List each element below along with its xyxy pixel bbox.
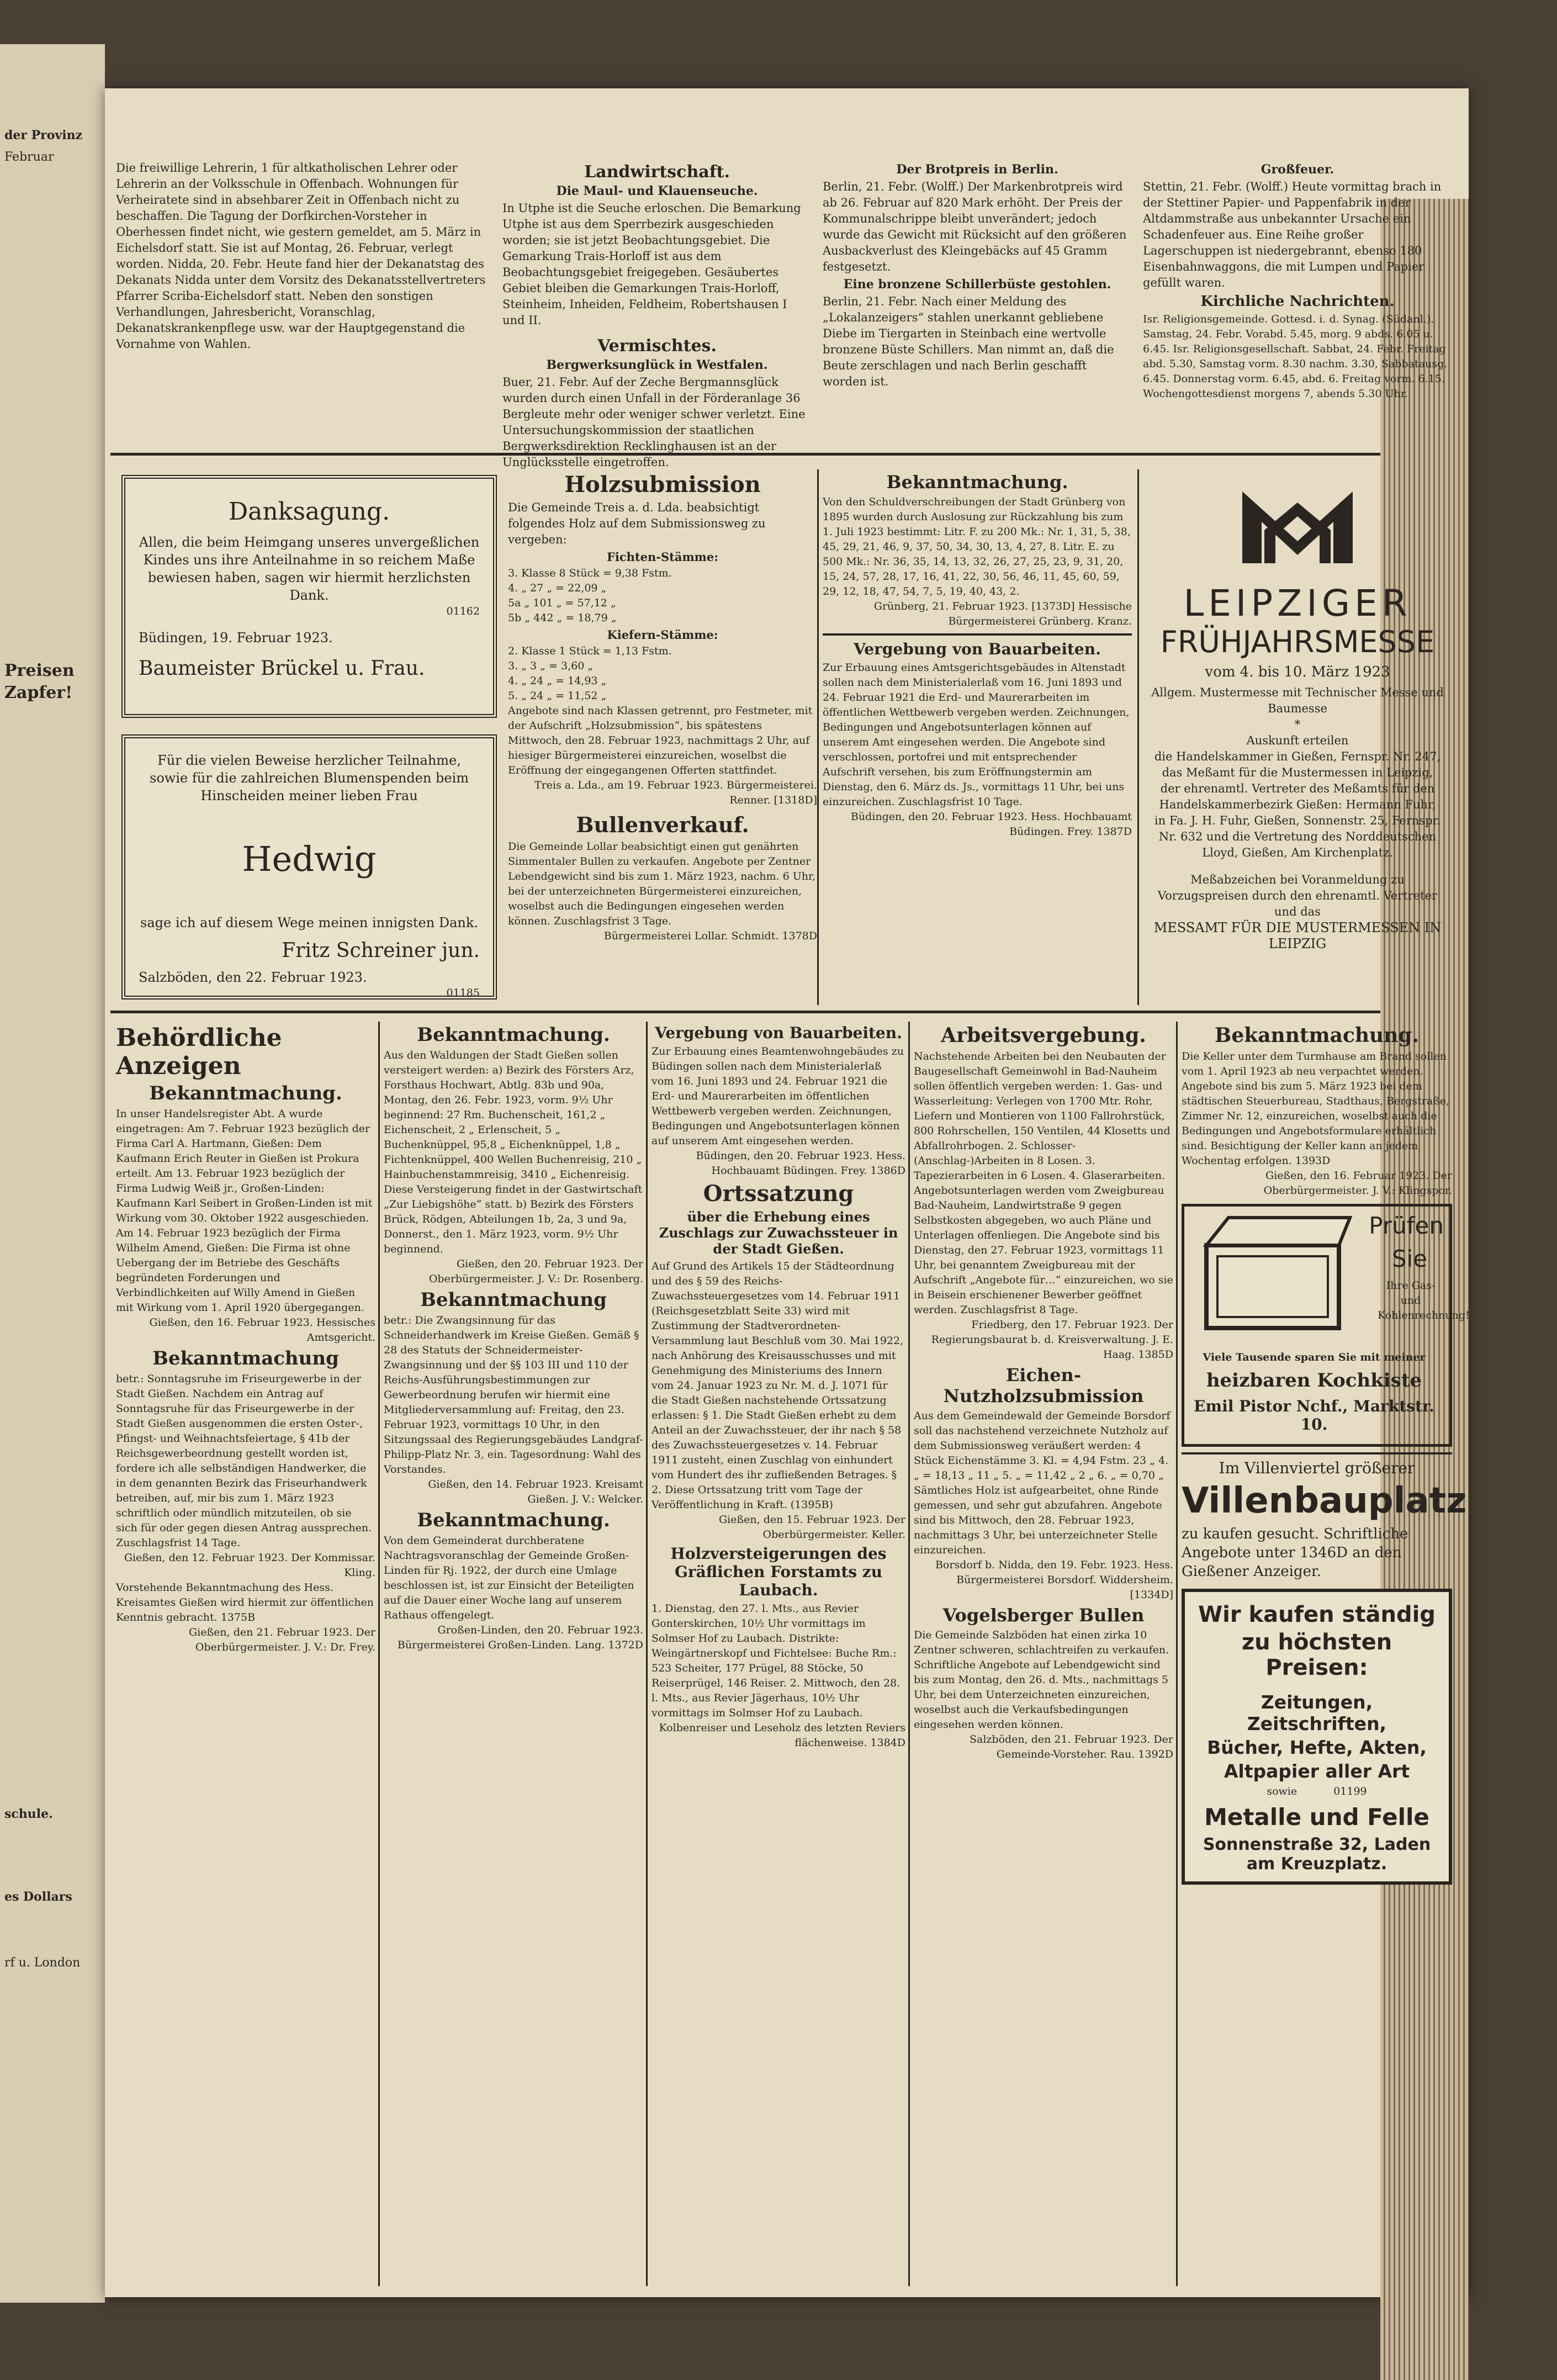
ad-body: Viele Tausende sparen Sie mit meiner — [1203, 1351, 1426, 1363]
ad-name: Hedwig — [242, 839, 377, 879]
ad-body: Ihre Gas- und Kohlenrechnung! — [1378, 1279, 1470, 1321]
notice-body: Von den Schuldverschreibungen der Stadt Grünberg von 1895 wurden durch Auslosung zur Rückzahlung bis zum 1. Juli 1923 bestimmt: Litr. F. zu 200 Mk.: Nr. 1, 31, 5, 38, 45, 29, 21, 46, 9, 37, 50, 34, 30, 13, 4, 27, 8. Litr. E. zu 500 Mk.: Nr. 36, 35, 14, 13, 32, 26, 27, 25, 23, 9, 31, 20, 15, 24, 57, 28, 17, 16, 41, 22, 30, 56, 46, 11, 45, 60, 59, 29, 12, 18, 47, 54, 7, 5, 19, 40, 43, 2. — [823, 496, 1131, 597]
notice-signature: Büdingen, den 20. Februar 1923. Hess. Hochbauamt Büdingen. Frey. 1387D — [850, 811, 1132, 838]
ad-signature: Baumeister Brückel u. Frau. — [139, 657, 425, 680]
article-title: Großfeuer. — [1261, 162, 1334, 177]
hedwig-ad — [121, 734, 497, 999]
prev-line: schule. — [4, 1807, 53, 1821]
danksagung-ad — [121, 475, 497, 718]
prev-line: Zapfer! — [4, 683, 73, 702]
notice-title: Bekanntmachung — [152, 1347, 339, 1369]
notice-signature: Großen-Linden, den 20. Februar 1923. Bürgermeisterei Großen-Linden. Lang. 1372D — [397, 1624, 643, 1651]
notice-signature: Treis a. Lda., am 19. Februar 1923. Bürgermeisterei. Renner. [1318D] — [534, 779, 817, 806]
prev-line: Preisen — [4, 661, 75, 680]
notice-signature: Gießen, den 21. Februar 1923. Der Oberbürgermeister. J. V.: Dr. Frey. — [188, 1626, 375, 1653]
ad-line: Bücher, Hefte, Akten, — [1207, 1737, 1427, 1758]
notice-subtitle: über die Erhebung eines Zuschlags zur Zuwachssteuer in der Stadt Gießen. — [659, 1209, 898, 1257]
prev-line: es Dollars — [4, 1890, 72, 1904]
article-subtitle: Eine bronzene Schillerbüste gestohlen. — [843, 277, 1111, 292]
ad-headline: Sie — [1391, 1245, 1427, 1272]
ad-star: * — [1294, 718, 1301, 731]
prev-line: der Provinz — [4, 128, 83, 142]
notice-body: Angebote sind nach Klassen getrennt, pro Festmeter, mit der Aufschrift „Holzsubmission“, bis spätestens Mittwoch, den 28. Februar 1923, nachmittags 2 Uhr, auf hiesiger Bürgermeisterei einzureichen, woselbst die Eröffnung der eingegangenen Offerten stattfindet. — [508, 705, 813, 776]
article-subtitle: Die Maul- und Klauenseuche. — [556, 184, 758, 198]
notice-signature: Gießen, den 16. Februar 1923. Hessisches Amtsgericht. — [149, 1316, 375, 1344]
article-title: Der Brotpreis in Berlin. — [896, 162, 1058, 177]
ad-title: LEIPZIGER — [1183, 582, 1412, 625]
ad-headline: Wir kaufen ständig — [1198, 1602, 1436, 1627]
notice-subtitle: Fichten-Stämme: — [606, 550, 718, 564]
notice-signature: Gießen, den 14. Februar 1923. Kreisamt Gießen. J. V.: Welcker. — [428, 1478, 643, 1505]
notice-body: Die Keller unter dem Turmhause am Brand sollen vom 1. April 1923 ab neu verpachtet werden. Angebote sind bis zum 5. März 1923 bei dem städtischen Steuerbureau, Stadthaus, Bergstraße, Zimmer Nr. 12, einzureichen, woselbst auch die Bedingungen und Angebotsformulare erhältlich sind. Besichtigung der Keller kann an jedem Wochentag erfolgen. 1393D — [1182, 1050, 1450, 1167]
notice-signature: Gießen, den 20. Februar 1923. Der Oberbürgermeister. J. V.: Dr. Rosenberg. — [428, 1258, 643, 1285]
notice-title: Holzsubmission — [564, 472, 761, 498]
prev-line: Februar — [4, 150, 54, 164]
ad-code: 01162 — [446, 605, 480, 617]
ad-body: zu kaufen gesucht. Schriftliche Angebote unter 1346D an den Gießener Anzeiger. — [1182, 1526, 1408, 1580]
notice-body: betr.: Die Zwangsinnung für das Schneiderhandwerk im Kreise Gießen. Gemäß § 28 des Statuts der Schneidermeister-Zwangsinnung und der §§ 103 III und 110 der Reichs-Ausführungsbestimmungen zur Gewerbeordnung berufen wir hiermit eine Mitgliederversammlung auf: Freitag, den 23. Februar 1923, vormittags 10 Uhr, in den Sitzungssaal des Regierungsgebäudes Landgraf-Philipp-Platz Nr. 3, ein. Tagesordnung: Wahl des Vorstandes. — [384, 1314, 643, 1475]
notice-title: Eichen-Nutzholzsubmission — [943, 1364, 1144, 1406]
notice-signature: Büdingen, den 20. Februar 1923. Hess. Hochbauamt Büdingen. Frey. 1386D — [696, 1150, 905, 1177]
notice-body: betr.: Sonntagsruhe im Friseurgewerbe in der Stadt Gießen. Nachdem ein Antrag auf Sonntagsruhe für das Friseurgewerbe in der Stadt Gießen ausgenommen die ersten Oster-, Pfingst- und Weihnachtsfeiertage, § 41b der Reichsgewerbeordnung gestellt worden ist, fordere ich alle selbständigen Handwerker, die in dem genannten Bezirk das Friseurhandwerk betreiben, auf, mir bis zum 1. März 1923 schriftlich oder mündlich mitzuteilen, ob sie sich für oder gegen diesen Antrag aussprechen. Zuschlagsfrist 14 Tage. — [116, 1373, 372, 1549]
table-row: 5. „ 24 „ = 11,52 „ — [508, 690, 607, 702]
ad-body: Für die vielen Beweise herzlicher Teilnahme, sowie für die zahlreichen Blumenspenden beim Hinscheiden meiner lieben Frau — [150, 753, 469, 803]
notice-signature: Gießen, den 15. Februar 1923. Der Oberbürgermeister. Keller. — [718, 1514, 905, 1541]
leipzig-messe-ad — [1143, 469, 1452, 1005]
table-row: 2. Klasse 1 Stück = 1,13 Fstm. — [508, 645, 672, 657]
landwirtschaft-article — [502, 160, 812, 469]
notice-title: Arbeitsvergebung. — [941, 1024, 1146, 1047]
ad-place: Salzböden, den 22. Februar 1923. — [139, 970, 367, 985]
article-body: In Utphe ist die Seuche erloschen. Die Bemarkung Utphe ist aus dem Sperrbezirk ausgeschieden worden; sie ist jetzt Beobachtungsgebiet. Die Gemarkung Trais-Horloff ist aus dem Beobachtungsgebiet freigegeben. Gesäubertes Gebiet bleiben die Gemarkungen Trais-Horloff, Steinheim, Inheiden, Feldheim, Robertshausen I und II. — [502, 202, 801, 327]
notice-body: Vorstehende Bekanntmachung des Hess. Kreisamtes Gießen wird hiermit zur öffentlichen Kenntnis gebracht. 1375B — [116, 1582, 374, 1623]
ad-line: Altpapier aller Art — [1224, 1760, 1410, 1782]
ad-headline: Metalle und Felle — [1204, 1803, 1429, 1831]
ad-signature: Fritz Schreiner jun. — [282, 939, 480, 962]
notice-subtitle: Kiefern-Stämme: — [607, 628, 718, 642]
kaufen-ad — [1182, 1589, 1452, 1885]
notice-title: Vergebung von Bauarbeiten. — [655, 1024, 902, 1042]
notice-body: Die Gemeinde Salzböden hat einen zirka 10 Zentner schweren, schlachtreifen zu verkaufen. Schriftliche Angebote auf Lebendgewicht sind bis zum Montag, den 26. d. Mts., nachmittags 5 Uhr, bei dem Unterzeichneten einzureichen, woselbst auch die Verkaufsbedingungen eingesehen werden können. — [914, 1629, 1169, 1731]
table-row: 3. „ 3 „ = 3,60 „ — [508, 660, 594, 672]
notice-title: Vergebung von Bauarbeiten. — [854, 640, 1101, 658]
notice-title: Bekanntmachung — [420, 1289, 607, 1311]
ad-headline: zu höchsten Preisen: — [1241, 1630, 1392, 1680]
villen-ad — [1182, 1452, 1467, 1581]
notice-body: Von dem Gemeinderat durchberatene Nachtragsvoranschlag der Gemeinde Großen-Linden für Rj. 1922, der durch eine Umlage beschlossen ist, ist zur Einsicht der Beteiligten auf die Dauer einer Woche lang auf unserem Rathaus offengelegt. — [384, 1535, 634, 1621]
rule — [1176, 1022, 1178, 2286]
article-body: Buer, 21. Febr. Auf der Zeche Bergmannsglück wurden durch einen Unfall in der Förderanlage 36 Bergleute mehr oder weniger schwer verletzt. Eine Untersuchungskommission der staatlichen Bergwerksdirektion Recklinghausen ist an der Unglücksstelle eingetroffen. — [502, 375, 806, 469]
rule — [908, 1022, 910, 2286]
ad-code: 01199 — [1333, 1785, 1367, 1797]
notice-title: Bekanntmachung. — [417, 1024, 610, 1046]
ad-code: 01185 — [446, 987, 480, 999]
table-row: 4. „ 24 „ = 14,93 „ — [508, 675, 607, 687]
pistor-ad — [1182, 1204, 1470, 1447]
table-row: 3. Klasse 8 Stück = 9,38 Fstm. — [508, 567, 672, 579]
notice-title: Ortssatzung — [703, 1181, 854, 1207]
ad-subtitle: Allgem. Mustermesse mit Technischer Messe und Baumesse — [1151, 686, 1444, 715]
behoerdliche-column — [116, 1022, 375, 2286]
article-body: Berlin, 21. Febr. (Wolff.) Der Markenbrotpreis wird ab 26. Februar auf 820 Mark erhöht. Der Preis der Kommunalschrippe bleibt unverändert; jedoch wurde das Gewicht mit Rücksicht auf den größeren Ausbackverlust des Kleingebäcks auf 45 Gramm festgesetzt. — [823, 180, 1127, 273]
notice-signature: Gießen, den 16. Februar 1923. Der Oberbürgermeister. J. V.: Klingspor. — [1263, 1170, 1452, 1197]
ad-place: Büdingen, 19. Februar 1923. — [139, 630, 333, 646]
kochkiste-icon — [1190, 1212, 1355, 1334]
ad-dates: vom 4. bis 10. März 1923 — [1205, 664, 1390, 680]
section-title: Vermischtes. — [597, 336, 717, 356]
messe-mm-logo — [1231, 480, 1364, 574]
notice-body: Zur Erbauung eines Amtsgerichtsgebäudes in Altenstadt sollen nach dem Ministerialerlaß vom 16. Juni 1893 und 24. Februar 1921 die Erd- und Maurerarbeiten im öffentlichen Wettbewerb vergeben werden. Zeichnungen, Bedingungen und Angebotsunterlagen können auf unserem Amt eingesehen werden. Die Angebote sind verschlossen, portofrei und mit entsprechender Aufschrift versehen, bis zum Eröffnungstermin am Dienstag, den 6. März ds. Js., vormittags 11 Uhr, bei uns einzureichen. Zuschlagsfrist 10 Tage. — [823, 662, 1130, 808]
local-news — [116, 160, 491, 447]
notice-body: Zur Erbauung eines Beamtenwohngebäudes zu Büdingen sollen nach dem Ministerialerlaß vom 16. Juni 1893 und 24. Februar 1921 die Erd- und Maurerarbeiten im öffentlichen Wettbewerb vergeben werden. Zeichnungen, Bedingungen und Angebotsunterlagen können auf unserem Amt eingesehen werden. — [652, 1045, 904, 1147]
ad-sowie: sowie — [1267, 1785, 1298, 1797]
notice-body: Auf Grund des Artikels 15 der Städteordnung und des § 59 des Reichs-Zuwachssteuergesetzes vom 14. Februar 1911 (Reichsgesetzblatt Seite 33) wird mit Zustimmung der Stadtverordneten-Versammlung laut Beschluß vom 30. Mai 1922, nach Anhörung des Kreisausschusses und mit Genehmigung des Ministeriums des Innern vom 24. Januar 1923 zu Nr. M. d. J. 1071 für die Stadt Gießen nachstehende Ortssatzung erlassen: § 1. Die Stadt Gießen erhebt zu dem Anteil an der Zuwachssteuer, der ihr nach § 58 des Zuwachssteuergesetzes v. 14. Februar 1911 zusteht, einen Zuschlag von einhundert vom Hundert des ihr zufließenden Betrages. § 2. Diese Ortssatzung tritt vom Tage der Veröffentlichung in Kraft. (1395B) — [652, 1260, 904, 1511]
ad-body: Allen, die beim Heimgang unseres unvergeßlichen Kindes uns ihre Anteilnahme in so reichem Maße bewiesen haben, sagen wir hiermit herzlichsten Dank. — [139, 535, 480, 603]
notice-title: Bekanntmachung. — [1214, 1024, 1420, 1047]
ad-headline: Prüfen — [1369, 1212, 1444, 1239]
notice-title: Bullenverkauf. — [576, 812, 749, 837]
ad-line — [1193, 1784, 1441, 1799]
news-text: Die freiwillige Lehrerin, 1 für altkatholischen Lehrer oder Lehrerin an der Volksschule in Offenbach. Wohnungen für Verheiratete sind in absehbarer Zeit in Offenbach nicht zu beschaffen. Die Tagung der Dorfkirchen-Vorsteher in Oberhessen findet nicht, wie gestern gemeldet, am 5. März in Eichelsdorf statt. Sie ist auf Montag, 26. Februar, verlegt worden. Nidda, 20. Febr. Heute fand hier der Dekanatstag des Dekanats Nidda unter dem Vorsitz des Dekanatsstellvertreters Pfarrer Scriba-Eichelsdorf statt. Neben den sonstigen Verhandlungen, Jahresbericht, Voranschlag, Dekanatskrankenpflege usw. war der Hauptgegenstand die Vornahme von Wahlen. — [116, 161, 486, 351]
notice-signature: Salzböden, den 21. Februar 1923. Der Gemeinde-Vorsteher. Rau. 1392D — [969, 1733, 1173, 1760]
ad-address: am Kreuzplatz. — [1246, 1854, 1387, 1874]
brotpreis-article — [823, 160, 1132, 447]
rule — [817, 469, 819, 1005]
notice-title: Bekanntmachung. — [886, 472, 1068, 493]
article-subtitle: Kirchliche Nachrichten. — [1200, 293, 1395, 310]
rule — [646, 1022, 648, 2286]
grunberg-notice — [823, 469, 1132, 1005]
ad-footer: MESSAMT FÜR DIE MUSTERMESSEN IN LEIPZIG — [1153, 920, 1442, 951]
ad-headline: Villenbauplatz — [1182, 1480, 1467, 1521]
rule — [110, 1011, 1380, 1013]
article-subtitle: Bergwerksunglück in Westfalen. — [546, 358, 768, 372]
ad-body: Meßabzeichen bei Voranmeldung zu Vorzugspreisen durch den ehrenamtl. Vertreter und das — [1157, 873, 1438, 918]
notice-signature: Kolbenreiser und Leseholz des letzten Reviers flächenweise. 1384D — [659, 1722, 905, 1749]
notice-title: Holzversteigerungen des Gräflichen Forstamts zu Laubach. — [670, 1545, 887, 1599]
grossfeuer-article — [1143, 160, 1452, 447]
notice-signature: Friedberg, den 17. Februar 1923. Der Regierungsbaurat b. d. Kreisverwaltung. J. E. Haag. 1385D — [931, 1319, 1173, 1361]
notice-body: 1. Dienstag, den 27. l. Mts., aus Revier Gonterskirchen, 10½ Uhr vormittags im Solmser Hof zu Laubach. Distrikte: Weingärtnerskopf und Fichtelsee: Buche Rm.: 523 Scheiter, 177 Prügel, 88 Stöcke, 50 Reiserprügel, 146 Reiser. 2. Mittwoch, den 28. l. Mts., aus Revier Jägerhaus, 10½ Uhr vormittags im Solmser Hof zu Laubach. — [652, 1602, 901, 1719]
notice-body: Nachstehende Arbeiten bei den Neubauten der Baugesellschaft Gemeinwohl in Bad-Nauheim sollen öffentlich vergeben werden: 1. Gas- und Wasserleitung: Verlegen von 1700 Mtr. Rohr, Liefern und Montieren von 1100 Fallrohrstück, 800 Rohrschellen, 150 Ventilen, 44 Klosetts und Abfallrohrbogen. 2. Schlosser-(Anschlag-)Arbeiten in 8 Losen. 3. Tapezierarbeiten in 6 Losen. 4. Glaserarbeiten. Angebotsunterlagen werden vom Zweigbureau Bad-Nauheim, Landwirtstraße 9 gegen Selbstkosten abgegeben, wo auch Pläne und Unterlagen offenliegen. Die Angebote sind bis Dienstag, den 27. Februar 1923, vormittags 11 Uhr, bei genanntem Zweigbureau mit der Aufschrift „Angebote für…“ einzureichen, wo sie in Beisein erschienener Bewerber geöffnet werden. Zuschlagsfrist 8 Tage. — [914, 1050, 1173, 1316]
notice-title: Bekanntmachung. — [149, 1082, 342, 1104]
ad-title: FRÜHJAHRSMESSE — [1160, 625, 1435, 659]
ad-headline: heizbaren Kochkiste — [1206, 1369, 1422, 1392]
article-body: Berlin, 21. Febr. Nach einer Meldung des „Lokalanzeigers“ stahlen unerkannt gebliebene Diebe im Tiergarten in Steinbach eine wertvolle bronzene Büste Schillers. Man nimmt an, daß die Beute zerschlagen und nach Berlin geschafft worden ist. — [823, 295, 1114, 388]
article-body: Isr. Religionsgemeinde. Gottesd. i. d. Synag. (Südanl.). Samstag, 24. Febr. Vorabd. 5.45, morg. 9 abds. 6.05 u. 6.45. Isr. Religionsgesellschaft. Sabbat, 24. Febr. Freitag abd. 5.30, Samstag vorm. 8.30 nachm. 3.30, Sabbatausg. 6.45. Donnerstag vorm. 6.45, abd. 6. Freitag vorm. 6.15. Wochengottesdienst morgens 7, abends 5.30 Uhr. — [1143, 313, 1448, 400]
ad-title: Danksagung. — [228, 498, 390, 526]
notice-title: Bekanntmachung. — [417, 1509, 610, 1531]
ad-subtitle: Auskunft erteilen — [1246, 734, 1349, 747]
notice-signature: Borsdorf b. Nidda, den 19. Febr. 1923. Hess. Bürgermeisterei Borsdorf. Widdersheim. [1334D] — [935, 1559, 1173, 1601]
ad-signature: Emil Pistor Nchf., Marktstr. 10. — [1194, 1397, 1434, 1434]
table-row: 4. „ 27 „ = 22,09 „ — [508, 582, 607, 594]
holzsubmission-notice — [508, 469, 817, 1005]
notice-body: Die Gemeinde Treis a. d. Lda. beabsichtigt folgendes Holz auf dem Submissionsweg zu vergeben: — [508, 501, 766, 546]
arbeits-column — [914, 1022, 1173, 2286]
notice-body: In unser Handelsregister Abt. A wurde eingetragen: Am 7. Februar 1923 bezüglich der Firma Carl A. Hartmann, Gießen: Dem Kaufmann Erich Reuter in Gießen ist Prokura erteilt. Am 13. Februar 1923 bezüglich der Firma Ludwig Weiß jr., Großen-Linden: Kaufmann Karl Seibert in Großen-Linden ist mit Wirkung vom 30. Oktober 1922 ausgeschieden. Am 14. Februar 1923 bezüglich der Firma Wilhelm Amend, Gießen: Die Firma ist ohne Uebergang der im Betriebe des Geschäfts begründeten Forderungen und Verbindlichkeiten auf Willy Amend in Gießen mit Wirkung vom 1. April 1920 übergegangen. — [116, 1108, 373, 1314]
ad-subtitle: Im Villenviertel größerer — [1219, 1459, 1415, 1477]
ad-body: sage ich auf diesem Wege meinen innigsten Dank. — [140, 915, 478, 930]
notice-body: Aus dem Gemeindewald der Gemeinde Borsdorf soll das nachstehend verzeichnete Nutzholz auf dem Submissionsweg veräußert werden: 4 Stück Eichenstämme 3. Kl. = 4,94 Fstm. 23 „ 4. „ = 18,13 „ 11 „ 5. „ = 11,42 „ 2 „ 6. „ = 0,70 „ Sämtliches Holz ist aufgearbeitet, ohne Rinde gemessen, und sehr gut abzufahren. Angebote sind bis Mittwoch, den 28. Februar 1923, nachmittags 3 Uhr, bei unterzeichneter Stelle einzureichen. — [914, 1410, 1171, 1556]
table-row: 5b „ 442 „ = 18,79 „ — [508, 612, 617, 624]
rule — [378, 1022, 380, 2286]
ad-address: Sonnenstraße 32, Laden — [1203, 1835, 1431, 1854]
ads-column — [1182, 1022, 1470, 2286]
ad-line: Zeitungen, Zeitschriften, — [1247, 1691, 1387, 1734]
section-title: Behördliche Anzeigen — [116, 1024, 282, 1080]
section-title: Landwirtschaft. — [584, 162, 730, 182]
notice-signature: Bürgermeisterei Lollar. Schmidt. 1378D — [603, 930, 817, 942]
notice-signature: Gießen, den 12. Februar 1923. Der Kommissar. Kling. — [124, 1552, 375, 1579]
table-row: 5a „ 101 „ = 57,12 „ — [508, 597, 616, 609]
notice-body: Die Gemeinde Lollar beabsichtigt einen gut genährten Simmentaler Bullen zu verkaufen. Angebote per Zentner Lebendgewicht sind bis zum 1. März 1923, nachm. 6 Uhr, bei der unterzeichneten Bürgermeisterei einzureichen, woselbst auch die Bedingungen eingesehen werden können. Zuschlagsfrist 3 Tage. — [508, 840, 816, 927]
prev-line: rf u. London — [4, 1956, 81, 1970]
notice-body: Aus den Waldungen der Stadt Gießen sollen versteigert werden: a) Bezirk des Försters Arz, Forsthaus Hochwart, Abtlg. 83b und 90a, Montag, den 26. Febr. 1923, vorm. 9½ Uhr beginnend: 27 Rm. Buchenscheit, 161,2 „ Eichenscheit, 2 „ Erlenscheit, 5 „ Buchenknüppel, 95,8 „ Eichenknüppel, 1,8 „ Fichtenknüppel, 400 Wellen Buchenreisig, 210 „ Hainbuchenstammreisig, 3410 „ Eichenreisig. Diese Versteigerung findet in der Gastwirtschaft „Zur Liebigshöhe“ statt. b) Bezirk des Försters Brück, Rödgen, Abteilungen 1b, 2a, 3 und 9a, Donnerst., den 1. März 1923, vorm. 9½ Uhr beginnend. — [384, 1049, 643, 1255]
rule — [1137, 469, 1139, 1005]
newspaper-page — [105, 88, 1469, 2297]
stadt-column — [384, 1022, 643, 2286]
notice-title: Vogelsberger Bullen — [942, 1605, 1145, 1626]
ortssatzung-column — [652, 1022, 905, 2286]
previous-page-edge — [0, 44, 105, 2303]
notice-signature: Grünberg, 21. Februar 1923. [1373D] Hessische Bürgermeisterei Grünberg. Kranz. — [873, 600, 1132, 627]
article-body: Stettin, 21. Febr. (Wolff.) Heute vormittag brach in der Stettiner Papier- und Pappenfabrik in der Altdammstraße aus unbekannter Ursache ein Schadenfeuer aus. Eine Reihe großer Lagerschuppen ist niedergebrannt, ebenso 180 Eisenbahnwaggons, die mit Lumpen und Papier gefüllt waren. — [1143, 180, 1442, 289]
ad-body: die Handelskammer in Gießen, Fernspr. Nr. 247, das Meßamt für die Mustermessen in Leipzig, der ehrenamtl. Vertreter des Meßamts für den Handelskammerbezirk Gießen: Hermann Fuhr, in Fa. J. H. Fuhr, Gießen, Sonnenstr. 25, Fernspr. Nr. 632 und die Vertretung des Norddeutschen Lloyd, Gießen, Am Kirchenplatz. — [1154, 750, 1441, 859]
